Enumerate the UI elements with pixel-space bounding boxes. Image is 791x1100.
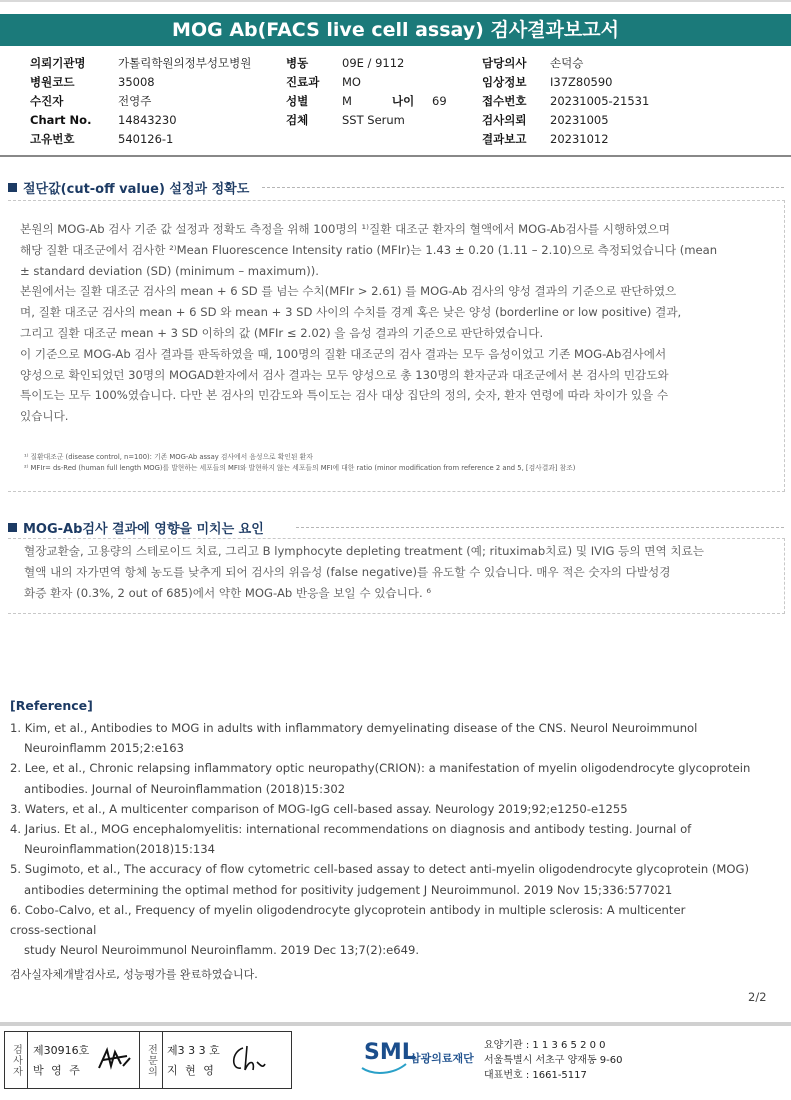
report-title: MOG Ab(FACS live cell assay) 검사결과보고서 xyxy=(0,14,791,46)
stamp2-license: 제3 3 3 호 xyxy=(167,1044,220,1057)
reference-list xyxy=(10,718,780,960)
header-row: 의뢰기관명 가톨릭학원의정부성모병원 xyxy=(30,56,252,70)
square-bullet-icon xyxy=(8,183,17,192)
reference-item: 5. Sugimoto, et al., The accuracy of flow cytometric cell-based assay to detect anti-myelin oligodendrocyte glycoprotein (MOG) antibodies determining the optimal method for positivity judgement J Neuroimmunol. 2019 Nov 15;336:577021 xyxy=(10,862,750,897)
stamp1-vertical-label: 검사자 xyxy=(5,1032,28,1088)
section2-rule xyxy=(296,527,784,528)
page-number: 2/2 xyxy=(748,990,767,1004)
section1-body: 본원의 MOG-Ab 검사 기준 값 설정과 정확도 측정을 위해 100명의 ¹⁾질환 대조군 환자의 혈액에서 MOG-Ab검사를 시행하였으며 해당 질환 대조군에서 검사한 ²⁾Mean Fluorescence Intensity ratio (MFIr)는 1.43 ± 0.20 (1.11 – 2.10)으로 측정되었습니다 (mean ± standard deviation (SD) (minimum – maximum)). 본원에서는 질환 대조군 검사의 mean + 6 SD 를 넘는 수치(MFIr > 2.61) 를 MOG-Ab 검사의 양성 결과의 기준으로 판단하였으 며, 질환 대조군 검사의 mean + 6 SD 와 mean + 3 SD 사이의 수치를 경계 혹은 낮은 양성 (borderline or low positive) 결과, 그리고 질환 대조군 mean + 3 SD 이하의 값 (MFIr ≤ 2.02) 을 음성 결과의 기준으로 판단하였습니다. 이 기준으로 MOG-Ab 검사 결과를 판독하였을 때, 100명의 질환 대조군의 검사 결과는 모두 음성이었고 기존 MOG-Ab검사에서 양성으로 확인되었던 30명의 MOGAD환자에서 검사 결과는 모두 양성으로 총 130명의 환자군과 대조군에서 본 검사의 민감도와 특이도는 모두 100%였습니다. 다만 본 검사의 민감도와 특이도는 검사 대상 집단의 정의, 숫자, 환자 연령에 따라 차이가 있을 수 있습니다. xyxy=(20,222,718,424)
header-col-3 xyxy=(482,54,649,149)
reference-item: 3. Waters, et al., A multicenter comparison of MOG-IgG cell-based assay. Neurology 2019;92;e1250-e1255 xyxy=(10,801,628,816)
signature-2-icon xyxy=(227,1042,267,1076)
stamp1-name: 박 영 주 xyxy=(33,1064,82,1077)
square-bullet-icon xyxy=(8,523,17,532)
header-row: 고유번호 540126-1 xyxy=(30,132,174,146)
header-row: 수진자 전영주 xyxy=(30,94,152,108)
header-row: Chart No. 14843230 xyxy=(30,113,177,127)
header-col-2 xyxy=(286,54,447,130)
section1-footnotes: ¹⁾ 질환대조군 (disease control, n=100): 기존 MOG-Ab assay 검사에서 음성으로 확인된 환자 ²⁾ MFIr= ds-Red (human full length MOG)를 발현하는 세포들의 MFI와 발현하지 않는 세포들의 MFI에 대한 ratio (minor modification from reference 2 and 5, [검사결과] 참조) xyxy=(24,453,576,472)
signature-1-icon xyxy=(97,1044,133,1074)
signature-box xyxy=(4,1031,292,1089)
reference-item: 6. Cobo-Calvo, et al., Frequency of myelin oligodendrocyte glycoprotein antibody in multiple sclerosis: A multicenter cross-sectional study Neurol Neuroimmunol Neuroinflamm. 2019 Dec 13;7(2):e649. xyxy=(10,902,686,958)
header-row: 결과보고 20231012 xyxy=(482,132,609,146)
reference-item: 1. Kim, et al., Antibodies to MOG in adults with inflammatory demyelinating disease of the CNS. Neurol Neuroimmunol Neuroinflamm 2015;2:e163 xyxy=(10,721,698,756)
section1-rule xyxy=(262,187,784,188)
header-row: 접수번호 20231005-21531 xyxy=(482,94,650,108)
stamp1-license: 제30916호 xyxy=(33,1044,90,1057)
top-rule xyxy=(0,0,791,8)
header-row: 병동 09E / 9112 xyxy=(286,56,405,70)
header-row: 검체 SST Serum xyxy=(286,113,405,127)
header-row: 임상정보 I37Z80590 xyxy=(482,75,613,89)
header-row: 진료과 MO xyxy=(286,75,361,89)
org-info: 요양기관 : 1 1 3 6 5 2 0 0 서울특별시 서초구 양재동 9-60 대표번호 : 1661-5117 xyxy=(484,1040,623,1081)
section1-heading: 절단값(cut-off value) 설정과 정확도 xyxy=(8,178,249,197)
reference-heading: [Reference] xyxy=(10,698,93,713)
org-name: 삼광의료재단 xyxy=(410,1052,474,1065)
age-value: 69 xyxy=(432,94,447,108)
closing-note: 검사실자체개발검사로, 성능평가를 완료하였습니다. xyxy=(10,968,258,981)
section2-heading: MOG-Ab검사 결과에 영향을 미치는 요인 xyxy=(8,518,264,537)
sml-logo xyxy=(364,1040,416,1065)
section2-body: 혈장교환술, 고용량의 스테로이드 치료, 그리고 B lymphocyte depleting treatment (예; rituximab치료) 및 IVIG 등의 면역 치료는 혈액 내의 자가면역 항체 농도를 낮추게 되어 검사의 위음성 (false negative)를 유도할 수 있습니다. 매우 적은 숫자의 다발성경 화증 환자 (0.3%, 2 out of 685)에서 약한 MOG-Ab 반응을 보일 수 있습니다. ⁶ xyxy=(24,544,704,600)
header-divider xyxy=(0,155,791,157)
logo-swoosh-icon xyxy=(360,1046,408,1076)
reference-item: 4. Jarius. Et al., MOG encephalomyelitis: international recommendations on diagnosis and antibody testing. Journal of Neuroinflammation(2018)15:134 xyxy=(10,822,692,857)
header-row: 검사의뢰 20231005 xyxy=(482,113,609,127)
header-row: 성별 M 나이 69 xyxy=(286,92,447,111)
reference-item: 2. Lee, et al., Chronic relapsing inflammatory optic neuropathy(CRION): a manifestation of myelin oligodendrocyte glycoprotein antibodies. Journal of Neuroinflammation (2018)15:302 xyxy=(10,761,751,796)
stamp2-name: 지 현 영 xyxy=(167,1064,216,1077)
stamp2-vertical-label: 전문의 xyxy=(139,1032,163,1088)
age-label: 나이 xyxy=(392,94,415,108)
header-row: 담당의사 손덕승 xyxy=(482,56,584,70)
header-col-1 xyxy=(30,54,251,149)
header-row: 병원코드 35008 xyxy=(30,75,155,89)
logo-text: SML xyxy=(364,1040,416,1065)
